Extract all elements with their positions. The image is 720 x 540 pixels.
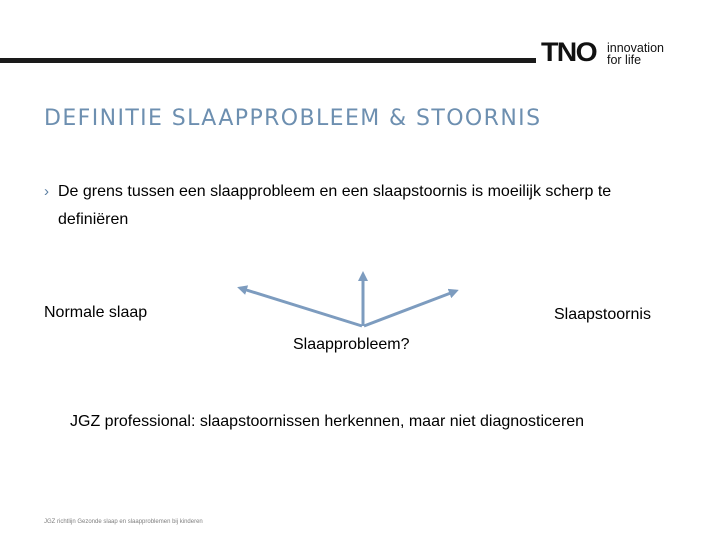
bullet-chevron-icon: › xyxy=(44,183,49,200)
footer-source: JGZ richtlijn Gezonde slaap en slaapproblemen bij kinderen xyxy=(44,519,203,525)
label-slaapstoornis: Slaapstoornis xyxy=(554,306,651,323)
bullet-text: De grens tussen een slaapprobleem en een slaapstoornis is moeilijk scherp te definiëren xyxy=(58,183,612,228)
arrow-left xyxy=(240,288,362,326)
logo-tagline-line1: innovation xyxy=(607,41,664,55)
label-slaapprobleem: Slaapprobleem? xyxy=(293,336,410,353)
label-normale-slaap: Normale slaap xyxy=(44,304,148,321)
logo-tagline-line2: for life xyxy=(607,53,642,67)
jgz-statement: JGZ professional: slaapstoornissen herkennen, maar niet diagnosticeren xyxy=(70,413,585,430)
arrow-right xyxy=(364,291,456,326)
logo-wordmark: TNO xyxy=(541,37,597,67)
slide-title: DEFINITIE SLAAPPROBLEEM & STOORNIS xyxy=(44,106,542,131)
